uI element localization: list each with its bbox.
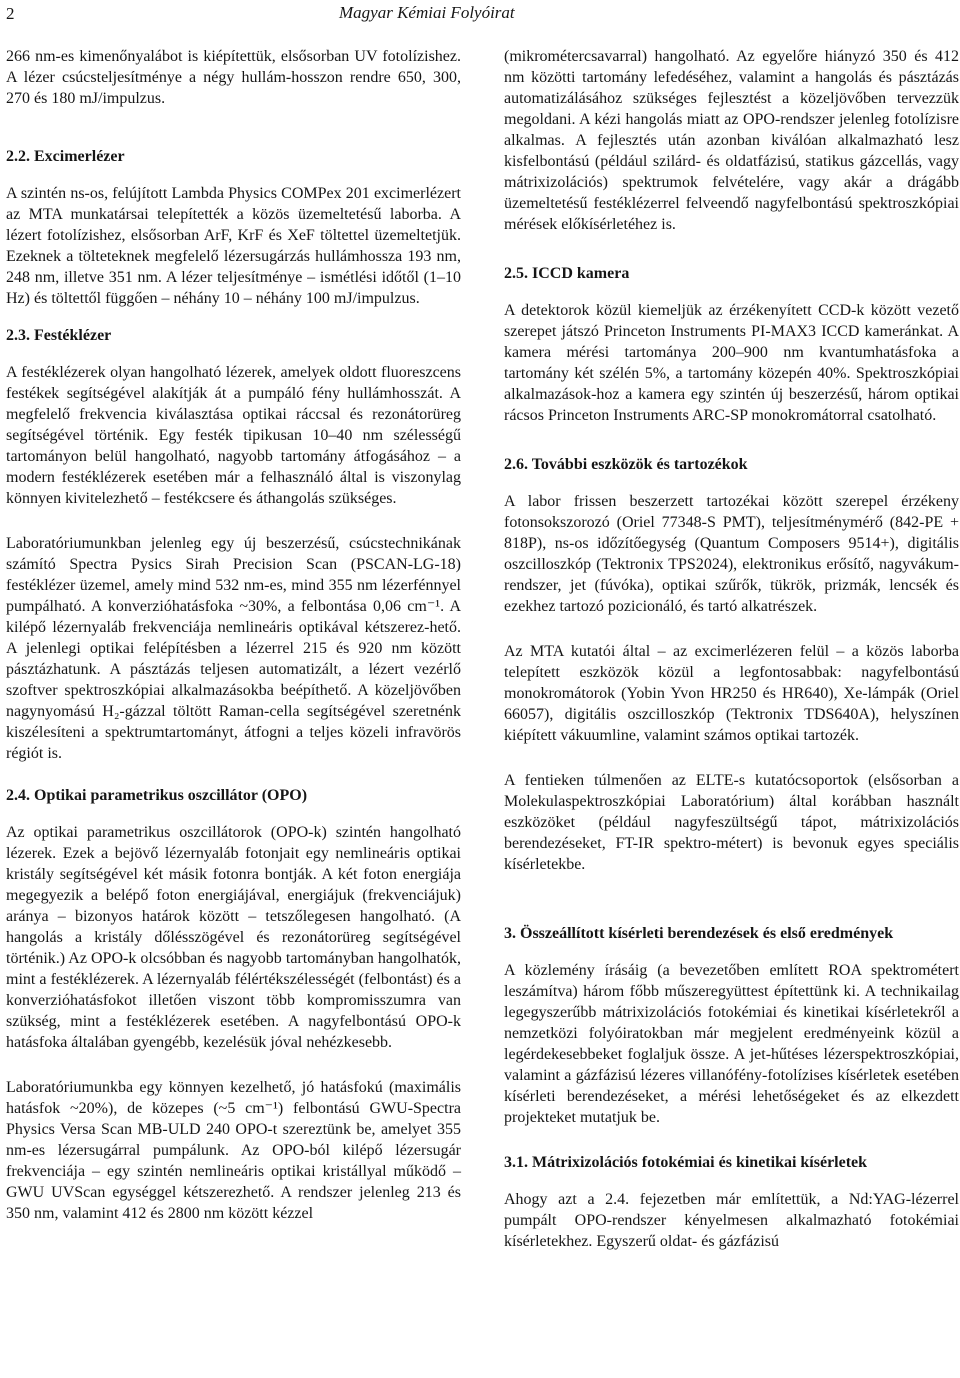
paragraph: Az optikai parametrikus oszcillátorok (OPO-k) szintén hangolható lézerek. Ezek a bejövő lézernyaláb fotonjait egy nemlineáris optikai kristály segítségével két másik fotonra bontják. A két foton energiája megegyezik a belépő foton energiájával, energiájuk (frekvenciájuk) aránya – bizonyos határok között – tetszőlegesen hangolható. (A hangolás a kristály dőlésszögével és rezonátorüreg segítségével történik.) Az OPO-k olcsóbban és nagyobb tartományban hangolhatók, mint a festéklézerek. A lézernyaláb félértékszélességét (felbontást) és a konverzióhatásfokot illetően viszont több kompromisszumra van szükség, mint a festéklézerek esetében. A nagyfelbontású OPO-k hatásfoka általában gyengébb, kezelésük jóval nehézkesebb. [6,824,461,1051]
paragraph: A szintén ns-os, felújított Lambda Physics COMPex 201 excimerlézert az MTA munkatársai telepítették a közös üzemeltetésű laborba. A lézert fotolízishez, elsősorban ArF, KrF és XeF töltettel üzemeltetjük. Ezeknek a tölteteknek megfelelő lézersugárzás hullámhossza 193 nm, 248 nm, illetve 351 nm. A lézer teljesítménye – ismétlési időtől (1–10 Hz) és töltettől függően – néhány 10 – néhány 100 mJ/impulzus. [6,185,461,307]
section-heading: 3. Összeállított kísérleti berendezések és első eredmények [504,925,894,942]
section-heading: 2.6. További eszközök és tartozékok [504,456,748,473]
paragraph: A fentieken túlmenően az ELTE-s kutatócsoportok (elsősorban a Molekulaspektroszkópiai Laboratórium) által korábban használt eszközöket (például nagyfeszültségű tápot, mátrixizolációs berendezéseket, FT-IR spektro-métert) is bevonuk egyes speciális kísérletekbe. [504,772,959,873]
section-heading: 2.2. Excimerlézer [6,148,125,165]
paragraph: A közlemény írásáig (a bevezetőben említett ROA spektrométert leszámítva) három főbb műszeregyüttest építettünk ki. A technikailag legegyszerűbb mátrixizolációs fotokémiai és kinetikai kísérletekről a nemzetközi folyóiratokban már megjelent eredményeink közül a legérdekesebbeket foglaljuk össze. A jet-hűtéses lézerspektroszkópiai, valamint a gázfázisú lézeres villanófény-fotolízises kísérletek esetében kísérleti berendezéseket, a mérési lehetőségeket és az elkezdett projekteket mutatjuk be. [504,962,959,1126]
section-heading: 2.4. Optikai parametrikus oszcillátor (OPO) [6,787,308,804]
section-heading: 2.5. ICCD kamera [504,265,630,282]
paragraph: A festéklézerek olyan hangolható lézerek, amelyek oldott fluoreszcens festékek segítségével alakítják át a pumpáló fény hullámhosszát. A megfelelő frekvencia kiválasztása optikai ráccsal és rezonátorüreg segítségével történik. Egy festék tipikusan 10–40 nm szélességű tartományon belül hangolható, nagyobb tartomány átfogásához – a modern festéklézerek esetében már a felhasználó által is viszonylag könnyen kivitelezhető – festékcsere és áthangolás szükséges. [6,364,461,507]
left-column [6,46,461,1224]
paragraph: 266 nm-es kimenőnyalábot is kiépítettük, elsősorban UV fotolízishez. A lézer csúcsteljesítménye a négy hullám-hosszon rendre 650, 300, 270 és 180 mJ/impulzus. [6,48,461,107]
section-heading: 2.3. Festéklézer [6,327,112,344]
journal-name: Magyar Kémiai Folyóirat [339,3,515,22]
paragraph: (mikrométercsavarral) hangolható. Az egyelőre hiányzó 350 és 412 nm közötti tartomány lefedéséhez, valamint a hangolás és pásztázás automatizálásához szükséges fejlesztést a közeljövőben tervezzük megoldani. A kézi hangolás miatt az OPO-rendszer jelenleg fotolízisre alkalmas. A fejlesztés után azonban kiválóan alkalmazható lesz kisfelbontású (például szilárd- és oldatfázisú, statikus gázcellás, vagy mátrixizolációs) spektrumok felvételére, vagy akár a drágább üzemeltetésű festéklézerrel felveendő nagyfelbontású spektroszkópiai mérések előkísérletéhez is. [504,48,959,233]
paragraph: Ahogy azt a 2.4. fejezetben már említettük, a Nd:YAG-lézerrel pumpált OPO-rendszer kényelmesen alkalmazható fotokémiai kísérletekhez. Egyszerű oldat- és gázfázisú [504,1191,959,1250]
paragraph: A labor frissen beszerzett tartozékai között szerepel érzékeny fotonsokszorozó (Oriel 77348-S PMT), teljesítménymérő (842-PE + 818P), ns-os időzítőegység (Quantum Composers 9514+), digitális oszcilloszkóp (Tektronix TPS2024), elektronikus erősítő, nagyvákum-rendszer, jet (fúvóka), optikai szűrők, tükrök, prizmák, lencsék és ezekhez tartozó pozicionáló, és tartó alkatrészek. [504,493,959,615]
section-heading: 3.1. Mátrixizolációs fotokémiai és kinetikai kísérletek [504,1154,868,1171]
paragraph: A detektorok közül kiemeljük az érzékenyített CCD-k között vezető szerepet játszó Princeton Instruments PI-MAX3 ICCD kameránkat. A kamera mérési tartománya 200–900 nm kvantumhatásfoka a tartomány két szélén 5%, a tartomány közepén 40%. Spektroszkópiai alkalmazások-hoz a kamera egy szintén új beszerzésű, három optikai rácsos Princeton Instruments ARC-SP monokromátorral csatolható. [504,302,959,424]
right-column [504,46,959,1252]
paragraph: Laboratóriumunkba egy könnyen kezelhető, jó hatásfokú (maximális hatásfok ~20%), de közepes (~5 cm⁻¹) felbontású GWU-Spectra Physics Versa Scan MB-ULD 240 OPO-t szereztünk be, amelyet 355 nm-es lézersugárral pumpálunk. Az OPO-ból kilépő lézersugár frekvenciája – egy szintén nemlineáris optikai kristállyal működő – GWU UVScan egységgel kétszerezhető. A rendszer jelenleg 213 és 350 nm, valamint 412 és 2800 nm között kézzel [6,1079,461,1222]
page-number: 2 [6,4,15,23]
paragraph: Az MTA kutatói által – az excimerlézeren felül – a közös laborba telepített eszközök közül a legfontosabbak: nagyfelbontású monokromátorok (Yobin Yvon HR250 és HR640), Xe-lámpák (Oriel 66057), digitális oszcilloszkóp (Tektronix TDS640A), helyszínen kiépített vákuumline, valamint számos optikai tartozék. [504,643,959,744]
paragraph: Laboratóriumunkban jelenleg egy új beszerzésű, csúcstechnikának számító Spectra Pysics Sirah Precision Scan (PSCAN-LG-18) festéklézer üzemel, amely mind 532 nm-es, mind 355 nm lézerfénnyel pumpálható. A konverzióhatásfoka ~30%, a felbontása 0,06 cm⁻¹. A kilépő lézernyaláb frekvenciája nemlineáris optikával kétszerez-hető. A jelenlegi optikai felépítésben a lézerrel 215 és 920 nm között pásztázhatunk. A pásztázás teljesen automatizált, a lézert vezérlő szoftver spektroszkópiai alkalmazásokba beépíthető. A közeljövőben nagynyomású H₂-gázzal töltött Raman-cella segítségével szeretnénk kiszélesíteni a spektrumtartományt, átfogni a teljes közeli infravörös régiót is. [6,535,461,762]
